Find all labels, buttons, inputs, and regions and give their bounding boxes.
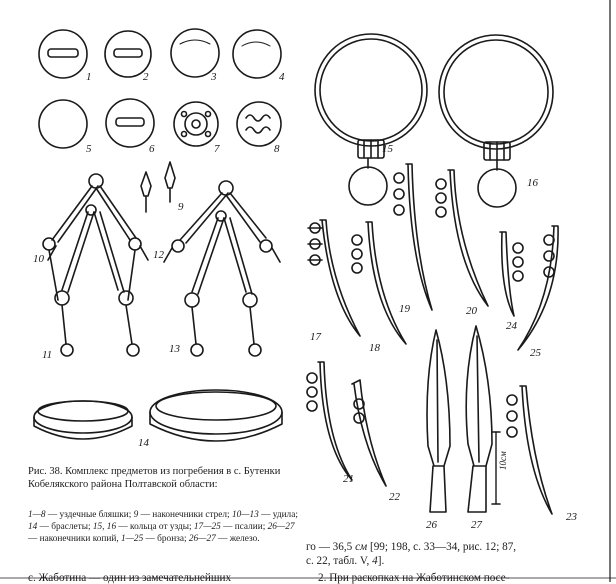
fig-num-23: 23 [566,511,577,523]
cheekpiece-20 [436,170,488,306]
bracelets-14 [34,390,282,441]
scale-label: 10см [498,451,508,470]
legend-entry: 26—27 — железо. [188,534,260,544]
bridle-ring-15 [315,34,427,205]
fig-num-14: 14 [138,437,149,449]
fig-num-2: 2 [143,71,149,83]
fig-num-19: 19 [399,303,410,315]
body-text-right: 2. При раскопках на Жаботинском посе- [318,572,510,584]
arrowheads-9 [141,162,175,212]
cheekpiece-23 [507,386,552,514]
legend-entry: 1—8 — уздечные бляшки; [28,510,134,520]
fig-num-5: 5 [86,143,92,155]
fig-num-25: 25 [530,347,541,359]
legend-entry: 1—25 — бронза; [121,534,189,544]
cheekpiece-19 [394,164,432,310]
figure-legend [28,509,300,545]
fig-num-26: 26 [426,519,437,531]
bridle-plaque-7 [174,102,218,146]
fig-num-1: 1 [86,71,92,83]
spearhead-26 [427,330,450,512]
fig-num-27: 27 [471,519,482,531]
cheekpiece-21 [307,362,352,480]
horse-bit-10-11 [43,174,148,356]
fig-num-15: 15 [382,143,393,155]
legend-entry: 14 — браслеты; [28,522,93,532]
spearhead-27 [466,326,492,512]
cheekpiece-25 [518,226,558,350]
caption-title: Рис. 38. Комплекс предметов из погребения в с. Бутенки Кобелякского района Полтавской области: [28,466,281,490]
figure-caption [28,466,298,491]
fig-num-9: 9 [178,201,184,213]
bridle-plaque-5 [39,100,87,148]
fig-num-16: 16 [527,177,538,189]
legend-entry: 26—27 — наконечники копий, [28,522,295,544]
bridle-plaque-8 [237,102,281,146]
legend-entry: 17—25 — псалии; [193,522,268,532]
reference-line-1: го — 36,5 см [99; 198, с. 33—34, рис. 12; 87, [306,541,517,553]
bridle-plaque-6 [106,99,154,147]
reference-line-2: с. 22, табл. V, 4]. [306,555,385,567]
fig-num-12: 12 [153,249,164,261]
fig-num-22: 22 [389,491,400,503]
fig-num-11: 11 [42,349,53,361]
fig-num-3: 3 [211,71,217,83]
fig-num-24: 24 [506,320,517,332]
fig-num-7: 7 [214,143,220,155]
fig-num-17: 17 [310,331,321,343]
bridle-plaque-4 [233,30,281,78]
fig-num-10: 10 [33,253,44,265]
legend-entry: 10—13 — удила; [231,510,298,520]
fig-num-18: 18 [369,342,380,354]
cheekpiece-22 [352,380,386,486]
cheekpiece-18 [352,222,406,344]
fig-num-13: 13 [169,343,180,355]
bridle-plaque-3 [171,29,219,77]
legend-entry: 15, 16 — кольца от узды; [92,522,194,532]
cheekpiece-24 [500,232,523,316]
fig-num-6: 6 [149,143,155,155]
body-text-left: с. Жаботина — один из замечательнейших [28,572,232,584]
fig-num-20: 20 [466,305,477,317]
fig-num-21: 21 [343,473,354,485]
bridle-plaque-1 [39,30,87,78]
fig-num-4: 4 [279,71,285,83]
fig-num-8: 8 [274,143,280,155]
legend-entry: 9 — наконечники стрел; [133,510,232,520]
